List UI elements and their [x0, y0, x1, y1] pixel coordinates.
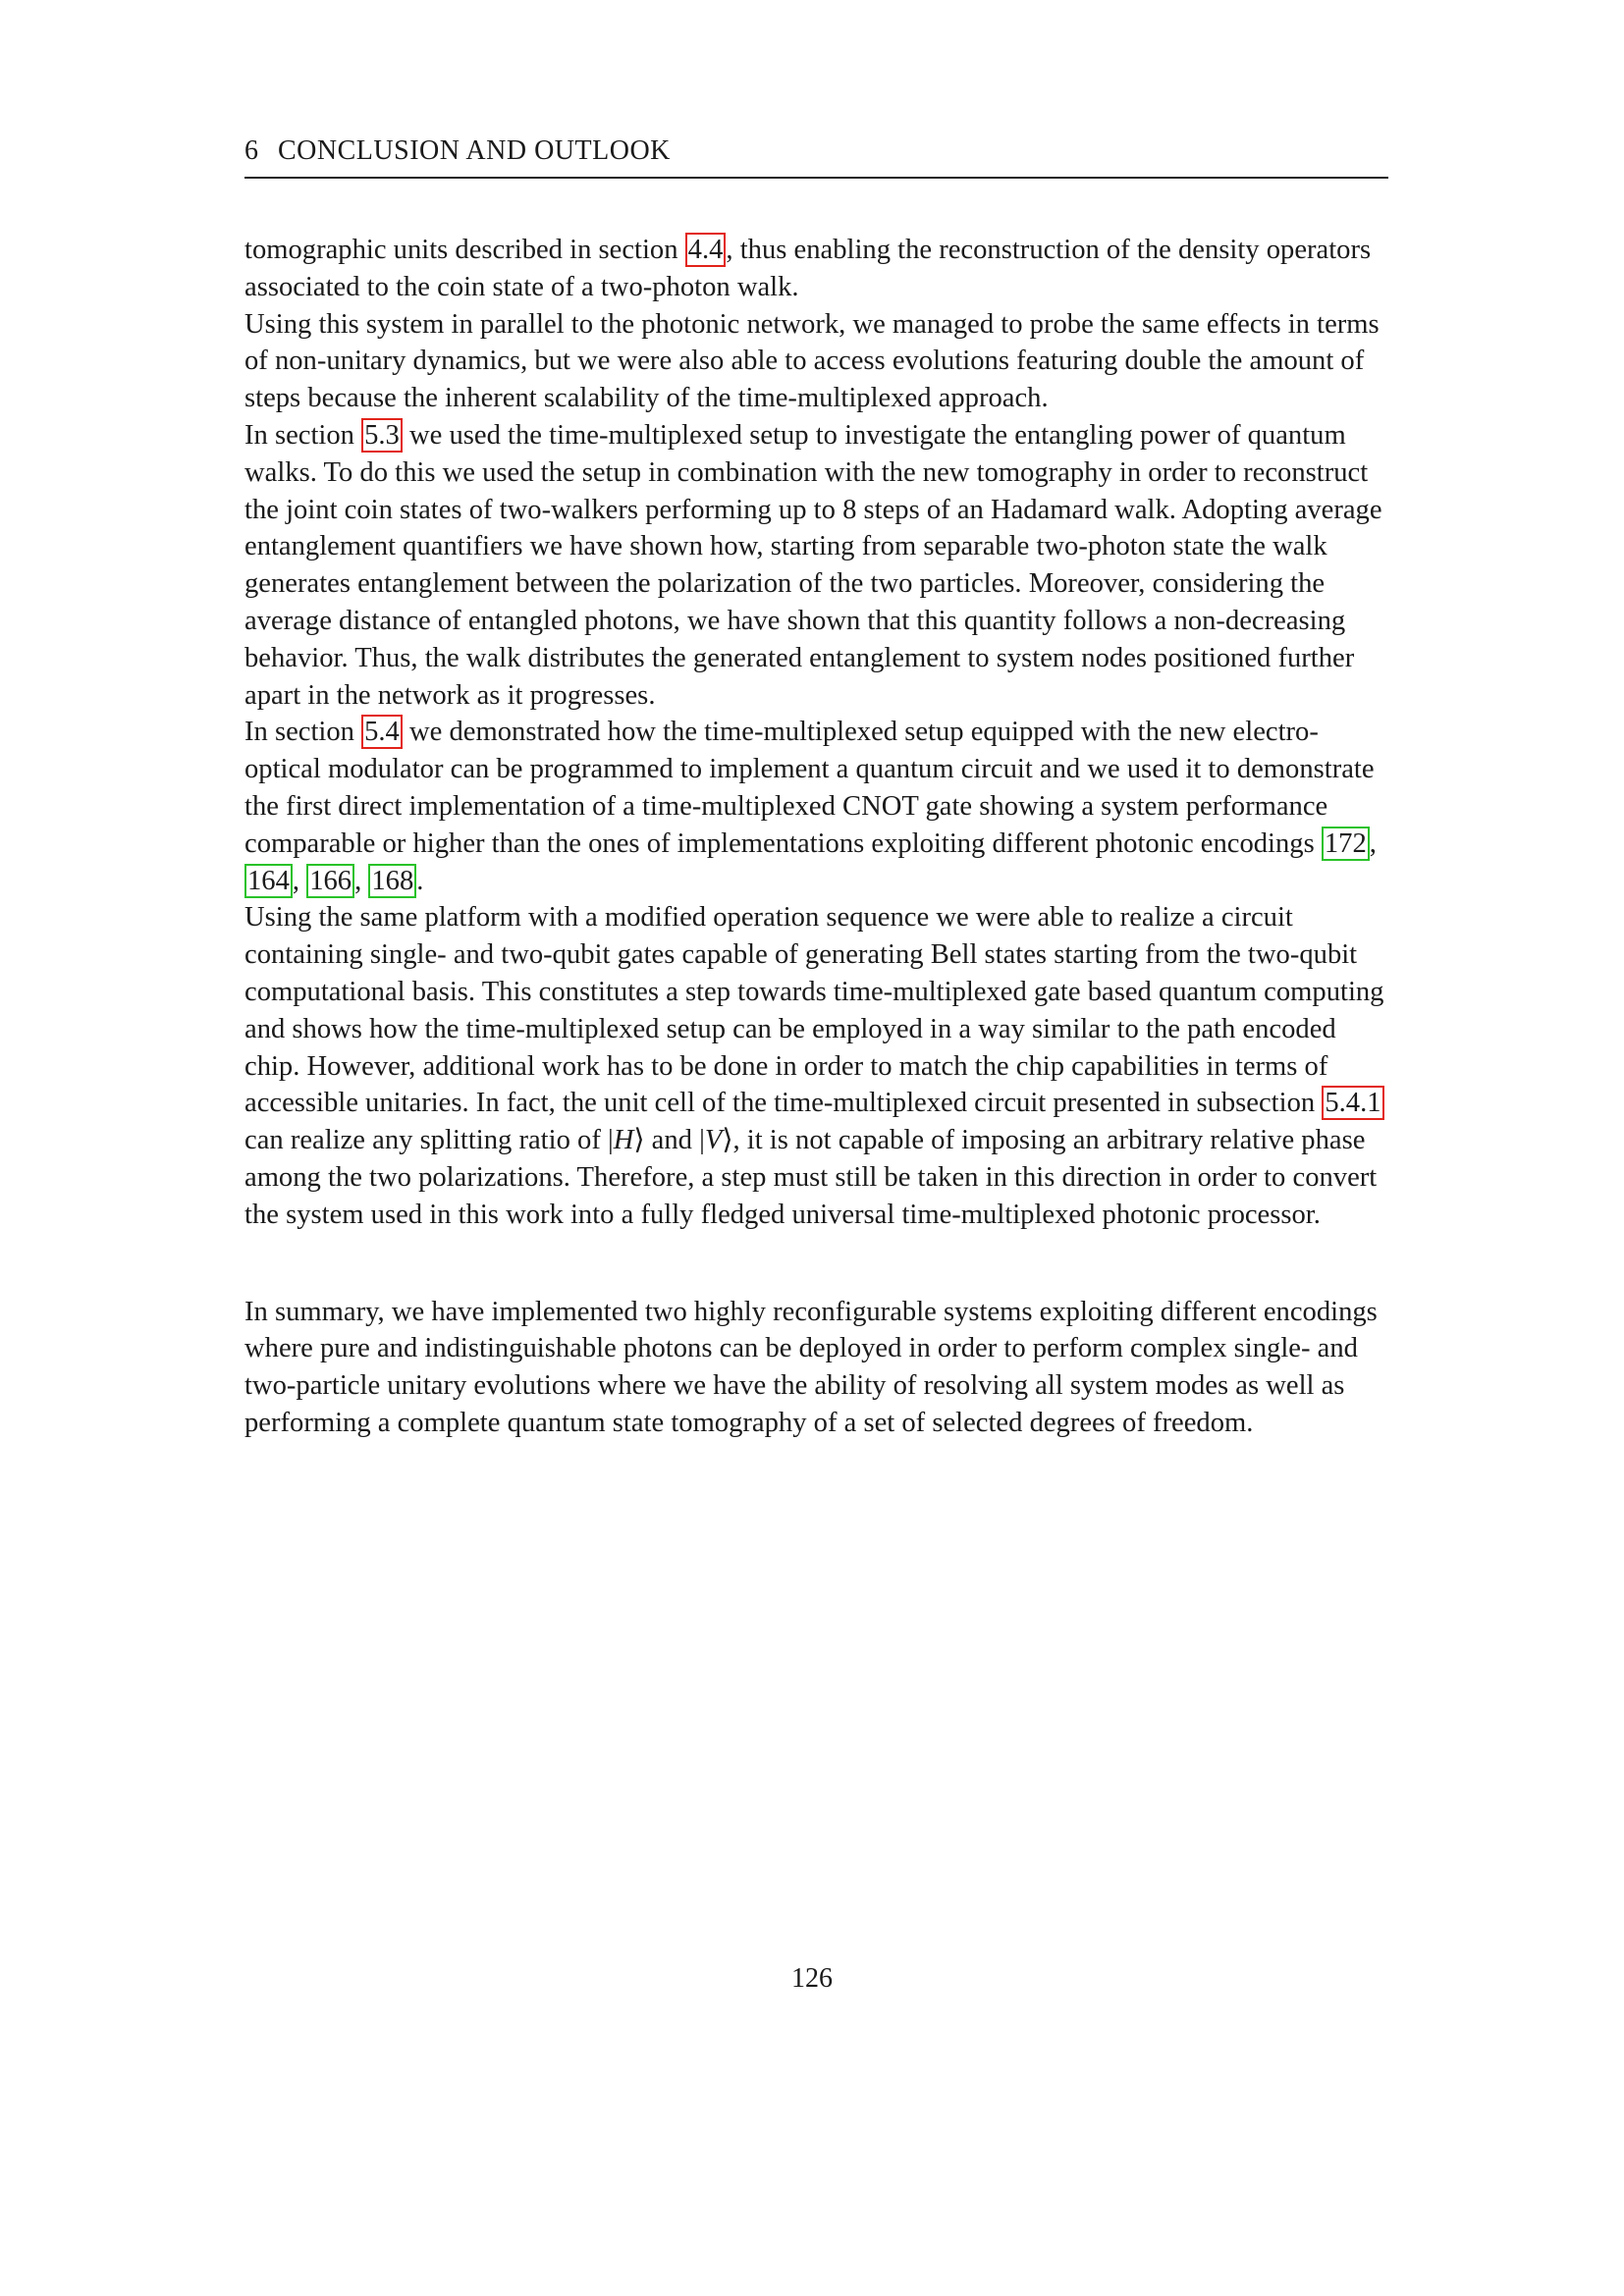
- text-run: In section: [244, 419, 362, 451]
- citation-link-168[interactable]: 168: [368, 864, 416, 898]
- paragraph-tomography: [244, 232, 1393, 306]
- paragraph-summary: [244, 1294, 1393, 1442]
- chapter-number: 6: [244, 135, 259, 166]
- citation-separator: ,: [1369, 828, 1377, 859]
- text-run: Using this system in parallel to the photonic network, we managed to probe the same effects in terms of non-unitary dynamics, but we were also able to access evolutions featuring double the amount of steps because the inherent scalability of the time-multiplexed approach.: [244, 308, 1380, 414]
- subsection-link-5-4-1[interactable]: 5.4.1: [1322, 1086, 1383, 1120]
- page-body: [244, 232, 1393, 1442]
- citation-link-164[interactable]: 164: [244, 864, 293, 898]
- text-run: ⟩ and |: [633, 1125, 705, 1156]
- text-run: In summary, we have implemented two highly reconfigurable systems exploiting different encodings where pure and indistinguishable photons can be deployed in order to perform complex single- and two-particle unitary evolutions where we have the ability of resolving all system modes as well as performing a complete quantum state tomography of a set of selected degrees of freedom.: [244, 1296, 1378, 1438]
- paragraph-bell-states: [244, 899, 1393, 1233]
- text-run: tomographic units described in section: [244, 235, 685, 265]
- text-run: we used the time-multiplexed setup to investigate the entangling power of quantum walks. To do this we used the setup in combination with the new tomography in order to reconstruct the joint coin states of two-walkers performing up to 8 steps of an Hadamard walk. Adopting average entanglement quantifiers we have shown how, starting from separable two-photon state the walk generates entanglement between the polarization of the two particles. Moreover, considering the average distance of entangled photons, we have shown that this quantity follows a non-decreasing behavior. Thus, the walk distributes the generated entanglement to system nodes positioned further apart in the network as it progresses.: [244, 419, 1382, 711]
- citation-separator: ,: [292, 865, 307, 896]
- citation-link-172[interactable]: 172: [1322, 827, 1370, 861]
- text-run: In section: [244, 717, 362, 748]
- text-run: Using the same platform with a modified operation sequence we were able to realize a circuit containing single- and two-qubit gates capable of generating Bell states starting from the two-qubit computational basis. This constitutes a step towards time-multiplexed gate based quantum computing and shows how the time-multiplexed setup can be employed in a way similar to the path encoded chip. However, additional work has to be done in order to match the chip capabilities in terms of accessible unitaries. In fact, the unit cell of the time-multiplexed circuit presented in subsection: [244, 902, 1384, 1119]
- text-run: , thus enabling the reconstruction of the density operators associated to the coin state of a two-photon walk.: [244, 235, 1372, 302]
- section-link-5-3[interactable]: 5.3: [361, 418, 403, 453]
- math-symbol-h: H: [613, 1125, 634, 1156]
- math-symbol-v: V: [704, 1125, 723, 1156]
- paragraph-parallel-system: [244, 306, 1393, 417]
- citation-separator: ,: [354, 865, 369, 896]
- text-run: we demonstrated how the time-multiplexed setup equipped with the new electro-optical modulator can be programmed to implement a quantum circuit and we used it to demonstrate the first direct implementation of a time-multiplexed CNOT gate showing a system performance comparable or higher than the ones of implementations exploiting different photonic encodings: [244, 717, 1375, 859]
- section-link-5-4[interactable]: 5.4: [361, 715, 403, 749]
- running-header: [244, 135, 1388, 179]
- chapter-title: CONCLUSION AND OUTLOOK: [278, 135, 671, 166]
- paragraph-cnot-gate: [244, 714, 1393, 899]
- text-run: .: [416, 865, 424, 896]
- section-link-4-4[interactable]: 4.4: [685, 233, 727, 267]
- text-run: can realize any splitting ratio of |: [244, 1125, 614, 1156]
- citation-link-166[interactable]: 166: [306, 864, 354, 898]
- paragraph-entangling-power: [244, 417, 1393, 714]
- page-number: 126: [791, 1963, 833, 1994]
- text-run: ⟩, it is not capable of imposing an arbitrary relative phase among the two polarizations. Therefore, a step must still be taken in this direction in order to convert the system used in this work into a fully fledged universal time-multiplexed photonic processor.: [244, 1125, 1378, 1230]
